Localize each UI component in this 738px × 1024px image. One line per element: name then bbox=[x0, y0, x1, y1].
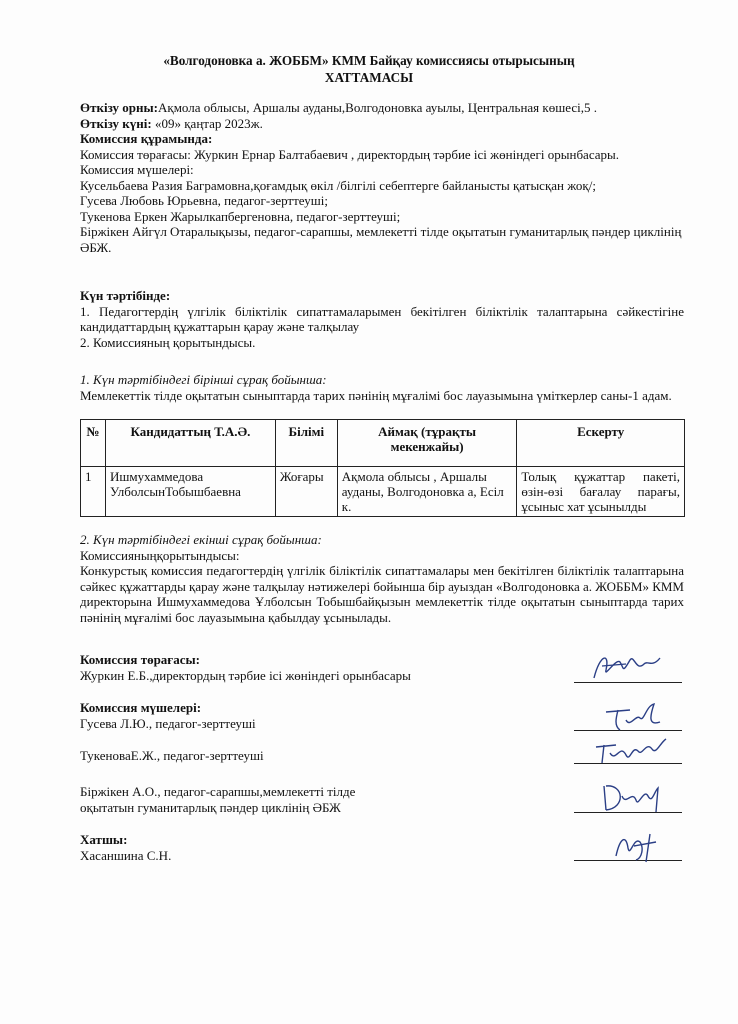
venue-line bbox=[80, 100, 684, 116]
secretary-block bbox=[80, 832, 684, 863]
venue-value: Ақмола облысы, Аршалы ауданы,Волгодоновка ауылы, Центральная көшесі,5 . bbox=[158, 100, 597, 115]
title-line-1: «Волгодоновка а. ЖОББМ» КММ Байқау комиссиясы отырысының bbox=[163, 53, 575, 68]
date-label: Өткізу күні: bbox=[80, 115, 152, 131]
member-2-signature bbox=[592, 733, 670, 771]
member-3-signature bbox=[596, 778, 668, 820]
member-signer-3-line-2: оқытатын гуманитарлық пәндер циклінің ӘБЖ bbox=[80, 799, 341, 815]
question-1-section bbox=[80, 372, 684, 403]
member-item: Біржікен Айгүл Отаралықызы, педагог-сарапшы, мемлекетті тілде оқытатын гуманитарлық пәндер циклінің ӘБЖ. bbox=[80, 224, 682, 255]
cell-note: Толық құжаттар пакеті, өзін-өзі бағалау парағы, ұсыныс хат ұсынылды bbox=[517, 467, 685, 517]
cell-education: Жоғары bbox=[275, 467, 337, 517]
chair-signature bbox=[586, 648, 666, 688]
header-region: Аймақ (тұрақты мекенжайы) bbox=[337, 420, 517, 467]
header-note: Ескерту bbox=[517, 420, 685, 467]
question-2-heading: 2. Күн тәртібіндегі екінші сұрақ бойынша: bbox=[80, 532, 322, 547]
date-line bbox=[80, 116, 684, 132]
agenda-item: 1. Педагогтердің үлгілік біліктілік сипаттамаларымен бекітілген біліктілік талаптарына сәйкестігіне кандидаттардың құжаттарын қарау және талқылау bbox=[80, 303, 684, 334]
question-2-section bbox=[80, 532, 684, 625]
cell-candidate-name: Ишмухаммедова УлболсынТобышбаевна bbox=[105, 467, 275, 517]
member-signer-2: ТукеноваЕ.Ж., педагог-зерттеуші bbox=[80, 748, 264, 763]
members-signature-block bbox=[80, 700, 684, 731]
member-item: Гусева Любовь Юрьевна, педагог-зерттеуші; bbox=[80, 193, 328, 208]
member-signer-1: Гусева Л.Ю., педагог-зерттеуші bbox=[80, 715, 256, 731]
member-3-block bbox=[80, 784, 684, 815]
member-signer-3-line-1: Біржікен А.О., педагог-сарапшы,мемлекетті тілде bbox=[80, 784, 356, 799]
table-row bbox=[81, 467, 685, 517]
members-label: Комиссия мүшелері: bbox=[80, 162, 194, 177]
composition-heading: Комиссия құрамында: bbox=[80, 131, 213, 146]
header-candidate-name: Кандидаттың Т.А.Ә. bbox=[105, 420, 275, 467]
chair-line: Комиссия төрағасы: Журкин Ернар Балтабаевич , директордың тәрбие ісі жөніндегі орынбасары. bbox=[80, 146, 620, 162]
agenda-item: 2. Комиссияның қорытындысы. bbox=[80, 334, 256, 350]
header-number: № bbox=[81, 420, 106, 467]
chair-heading: Комиссия төрағасы: bbox=[80, 652, 200, 667]
meeting-info bbox=[80, 100, 684, 255]
secretary-heading: Хатшы: bbox=[80, 832, 128, 847]
question-1-heading: 1. Күн тәртібіндегі бірінші сұрақ бойынша: bbox=[80, 372, 327, 387]
table-header-row bbox=[81, 420, 685, 467]
conclusion-text: Конкурстық комиссия педагогтердің үлгілік біліктілік сипаттамалары мен бекітілген біліктілік талаптарына сәйкес құжаттарды қарау және талқылау нәтижелері бойынша бір ауыздан «Волгодоновка а. ЖОББМ» КММ директорына Ишмухаммедова Ұлболсын Тобышбайқызын мемлекеттік тілде оқытатын сыныптарда тарих пәнінің мұғалімі бос лауазымына қабылдау ұсынылады. bbox=[80, 563, 684, 625]
conclusion-label: Комиссияныңқорытындысы: bbox=[80, 547, 240, 563]
member-item: Кусельбаева Разия Баграмовна,қоғамдық өкіл /білгілі себептерге байланысты қатысқан жоқ/; bbox=[80, 177, 596, 193]
cell-number: 1 bbox=[81, 467, 106, 517]
cell-region: Ақмола облысы , Аршалы ауданы, Волгодоновка а, Есіл к. bbox=[337, 467, 517, 517]
agenda-heading: Күн тәртібінде: bbox=[80, 288, 171, 303]
venue-label: Өткізу орны: bbox=[80, 100, 158, 115]
question-1-text: Мемлекеттік тілде оқытатын сыныптарда тарих пәнінің мұғалімі бос лауазымына үміткерлер саны-1 адам. bbox=[80, 387, 672, 403]
member-1-signature bbox=[600, 700, 670, 738]
member-item: Тукенова Еркен Жарылкапбергеновна, педагог-зерттеуші; bbox=[80, 208, 401, 224]
candidates-table bbox=[80, 419, 685, 517]
header-education: Білімі bbox=[275, 420, 337, 467]
members-heading: Комиссия мүшелері: bbox=[80, 700, 202, 715]
secretary-name: Хасаншина С.Н. bbox=[80, 847, 172, 863]
date-value: «09» қаңтар 2023ж. bbox=[151, 115, 263, 131]
secretary-signature bbox=[606, 828, 666, 868]
agenda-section bbox=[80, 288, 684, 350]
title-line-2: ХАТТАМАСЫ bbox=[324, 70, 414, 85]
document-title bbox=[0, 52, 738, 86]
chair-name: Журкин Е.Б.,директордың тәрбие ісі жөніндегі орынбасары bbox=[80, 667, 411, 683]
